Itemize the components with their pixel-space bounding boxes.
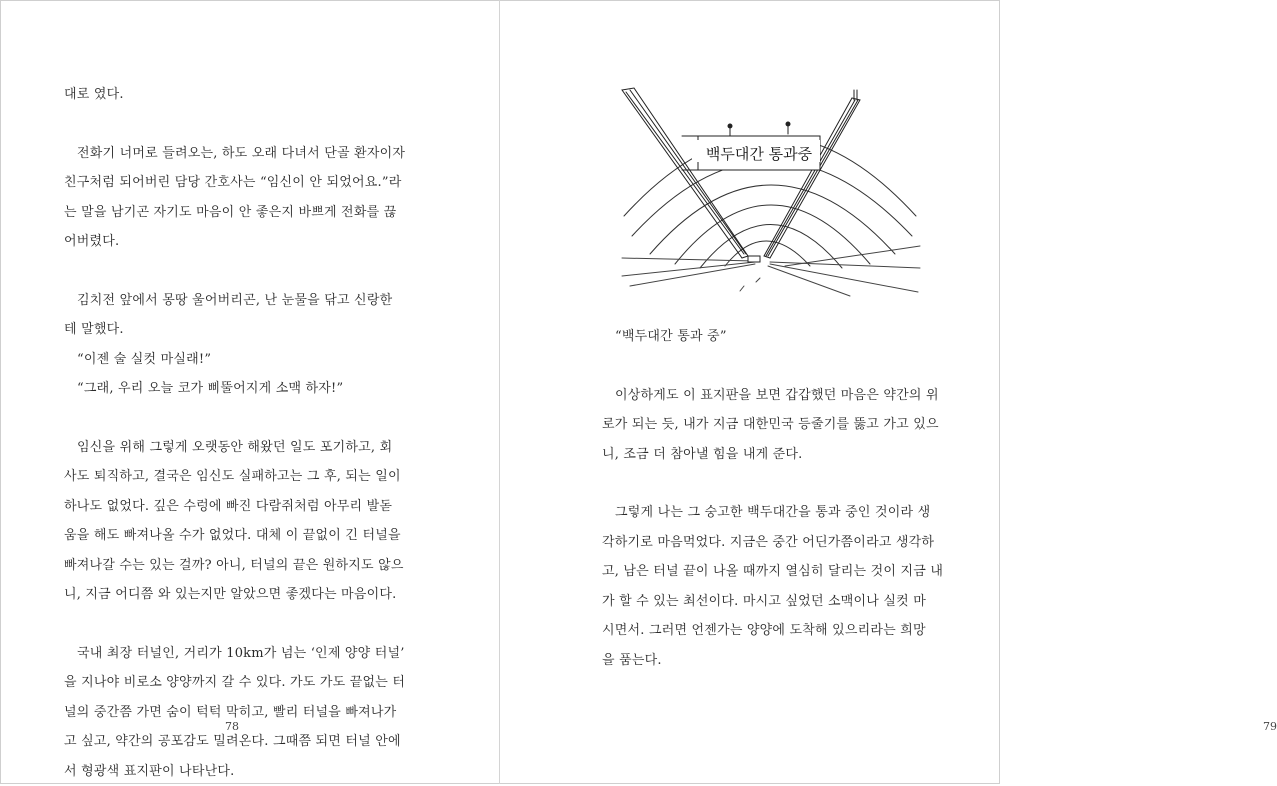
text-line: 각하기로 마음먹었다. 지금은 중간 어딘가쯤이라고 생각하 bbox=[602, 528, 954, 558]
text-line: 을 지나야 비로소 양양까지 갈 수 있다. 가도 가도 끝없는 터 bbox=[64, 668, 416, 698]
right-page-body bbox=[602, 322, 954, 675]
text-line: 움을 해도 빠져나올 수가 없었다. 대체 이 끝없이 긴 터널을 bbox=[64, 521, 416, 551]
text-line: 사도 퇴직하고, 결국은 임신도 실패하고는 그 후, 되는 일이 bbox=[64, 462, 416, 492]
text-line: 빠져나갈 수는 있는 걸까? 아니, 터널의 끝은 원하지도 않으 bbox=[64, 551, 416, 581]
text-line: 전화기 너머로 들려오는, 하도 오래 다녀서 단골 환자이자 bbox=[64, 139, 416, 169]
text-line: 국내 최장 터널인, 거리가 10km가 넘는 ‘인제 양양 터널’ bbox=[64, 639, 416, 669]
text-line: 로가 되는 듯, 내가 지금 대한민국 등줄기를 뚫고 가고 있으 bbox=[602, 410, 954, 440]
paragraph-gap bbox=[64, 610, 416, 639]
paragraph-gap bbox=[602, 352, 954, 381]
left-page bbox=[0, 0, 499, 784]
paragraph-gap bbox=[64, 110, 416, 139]
text-line: “그래, 우리 오늘 코가 삐뚤어지게 소맥 하자!” bbox=[64, 374, 416, 404]
paragraph-gap bbox=[602, 469, 954, 498]
sign-posts bbox=[728, 122, 790, 136]
text-line: 대로 였다. bbox=[64, 80, 416, 110]
text-line: 니, 지금 어디쯤 와 있는지만 알았으면 좋겠다는 마음이다. bbox=[64, 580, 416, 610]
text-line: 는 말을 남기곤 자기도 마음이 안 좋은지 바쁘게 전화를 끊 bbox=[64, 198, 416, 228]
text-line: 김치전 앞에서 몽땅 울어버리곤, 난 눈물을 닦고 신랑한 bbox=[64, 286, 416, 316]
left-page-number: 78 bbox=[225, 720, 239, 733]
text-line: 그렇게 나는 그 숭고한 백두대간을 통과 중인 것이라 생 bbox=[602, 498, 954, 528]
text-line: 이상하게도 이 표지판을 보면 갑갑했던 마음은 약간의 위 bbox=[602, 381, 954, 411]
right-page-number: 79 bbox=[1263, 720, 1277, 733]
paragraph-gap bbox=[64, 257, 416, 286]
text-line: 가 할 수 있는 최선이다. 마시고 싶었던 소맥이나 실컷 마 bbox=[602, 587, 954, 617]
text-line: 고 싶고, 약간의 공포감도 밀려온다. 그때쯤 되면 터널 안에 bbox=[64, 727, 416, 757]
text-line: 친구처럼 되어버린 담당 간호사는 “임신이 안 되었어요.”라 bbox=[64, 168, 416, 198]
text-line: 서 형광색 표지판이 나타난다. bbox=[64, 757, 416, 786]
text-line: 테 말했다. bbox=[64, 315, 416, 345]
text-line: 임신을 위해 그렇게 오랫동안 해왔던 일도 포기하고, 회 bbox=[64, 433, 416, 463]
text-line: 시면서. 그러면 언젠가는 양양에 도착해 있으리라는 희망 bbox=[602, 616, 954, 646]
text-line: 어버렸다. bbox=[64, 227, 416, 257]
tunnel-sketch-illustration bbox=[620, 86, 920, 296]
text-line: 고, 남은 터널 끝이 나올 때까지 열심히 달리는 것이 지금 내 bbox=[602, 557, 954, 587]
road-lines bbox=[622, 246, 920, 296]
distant-car-icon bbox=[748, 256, 760, 262]
text-line: “백두대간 통과 중” bbox=[602, 322, 954, 352]
tunnel-sign-text: 백두대간 통과중 bbox=[706, 145, 813, 163]
left-page-body bbox=[64, 80, 416, 786]
text-line: 하나도 없었다. 깊은 수렁에 빠진 다람쥐처럼 아무리 발돋 bbox=[64, 492, 416, 522]
text-line: 을 품는다. bbox=[602, 646, 954, 676]
text-line: 널의 중간쯤 가면 숨이 턱턱 막히고, 빨리 터널을 빠져나가 bbox=[64, 698, 416, 728]
tunnel-sign bbox=[682, 136, 820, 170]
paragraph-gap bbox=[64, 404, 416, 433]
text-line: 니, 조금 더 참아낼 힘을 내게 준다. bbox=[602, 440, 954, 470]
text-line: “이젠 술 실컷 마실래!” bbox=[64, 345, 416, 375]
